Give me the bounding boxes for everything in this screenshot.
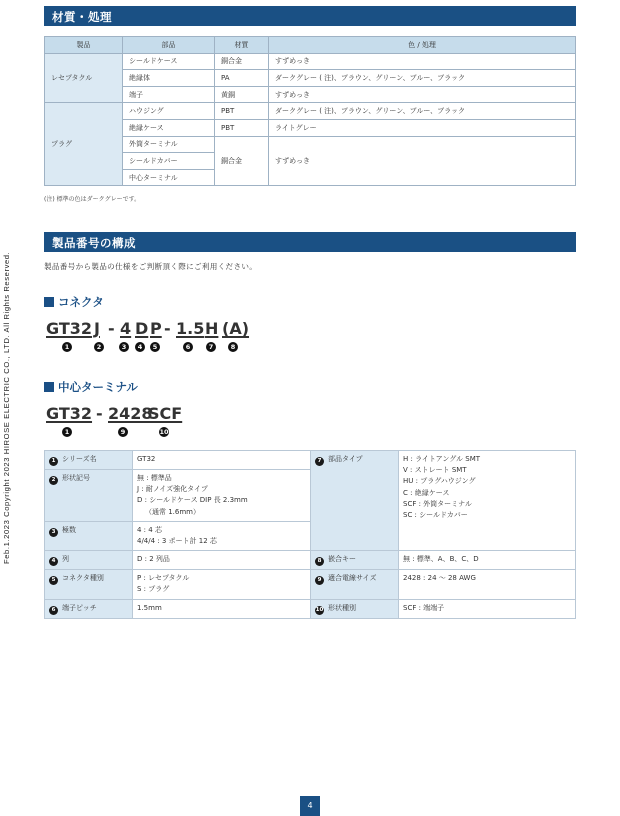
pn-type: P bbox=[150, 319, 162, 338]
code-value: GT32 bbox=[133, 451, 311, 470]
table-row bbox=[45, 551, 576, 570]
color-note: (注) 標準の色はダークグレーです。 bbox=[44, 196, 141, 203]
square-bullet-icon bbox=[44, 297, 54, 307]
table-row bbox=[45, 570, 576, 599]
table-row bbox=[45, 86, 576, 103]
index-marker: 7 bbox=[206, 342, 216, 352]
index-marker: 2 bbox=[94, 342, 104, 352]
code-value: 無 : 標準品 J : 耐ノイズ強化タイプ D : シールドケース DIP 長 2.3mm （通常 1.6mm） bbox=[133, 470, 311, 522]
cell-material-shared: 銅合金 bbox=[215, 136, 269, 186]
section-title-part-number: 製品番号の構成 bbox=[44, 232, 576, 252]
cell-finish: ダークグレー ( 注)、ブラウン、グリーン、ブルー、ブラック bbox=[269, 103, 576, 120]
cell-finish: すずめっき bbox=[269, 53, 576, 70]
intro-text: 製品番号から製品の仕様をご判断頂く際にご利用ください。 bbox=[44, 262, 258, 271]
code-label: 3 極数 bbox=[45, 521, 133, 550]
code-label: 4 列 bbox=[45, 551, 133, 570]
code-value: 1.5mm bbox=[133, 599, 311, 618]
cell-finish: すずめっき bbox=[269, 86, 576, 103]
pn-dash: - bbox=[108, 319, 115, 338]
pn-shape: J bbox=[94, 319, 100, 338]
cell-finish: ダークグレー ( 注)、ブラウン、グリーン、ブルー、ブラック bbox=[269, 70, 576, 87]
section-title-materials: 材質・処理 bbox=[44, 6, 576, 26]
pn-pitch: 1.5 bbox=[176, 319, 205, 338]
code-label: 10 形状種別 bbox=[311, 599, 399, 618]
pn-key: (A) bbox=[222, 319, 250, 338]
header-material: 材質 bbox=[215, 37, 269, 54]
connector-heading bbox=[44, 294, 104, 310]
index-marker: 4 bbox=[135, 342, 145, 352]
code-definition-table bbox=[44, 450, 576, 619]
code-label: 8 嵌合キー bbox=[311, 551, 399, 570]
cell-part: 絶縁体 bbox=[123, 70, 215, 87]
pn-series: GT32 bbox=[46, 404, 93, 423]
cell-material: PBT bbox=[215, 103, 269, 120]
pn-part-type: H bbox=[205, 319, 219, 338]
index-marker: 3 bbox=[119, 342, 129, 352]
index-marker: 9 bbox=[118, 427, 128, 437]
pn-series: GT32 bbox=[46, 319, 93, 338]
center-terminal-heading bbox=[44, 379, 138, 395]
cell-part: 端子 bbox=[123, 86, 215, 103]
index-marker: 5 bbox=[150, 342, 160, 352]
pn-dash: - bbox=[96, 404, 103, 423]
code-label: 9 適合電線サイズ bbox=[311, 570, 399, 599]
cell-material: PBT bbox=[215, 119, 269, 136]
cell-finish-shared: すずめっき bbox=[269, 136, 576, 186]
index-marker: 6 bbox=[183, 342, 193, 352]
pn-poles: 4 bbox=[120, 319, 132, 338]
index-marker: 10 bbox=[159, 428, 169, 436]
table-row bbox=[45, 136, 576, 153]
table-row bbox=[45, 70, 576, 87]
index-marker: 1 bbox=[62, 342, 72, 352]
cell-part: 絶縁ケース bbox=[123, 119, 215, 136]
code-label: 6 端子ピッチ bbox=[45, 599, 133, 618]
cell-part: 外筒ターミナル bbox=[123, 136, 215, 153]
header-finish: 色 / 処理 bbox=[269, 37, 576, 54]
index-marker: 8 bbox=[228, 342, 238, 352]
code-value: 無 : 標準、A、B、C、D bbox=[399, 551, 576, 570]
table-row bbox=[45, 103, 576, 120]
materials-table bbox=[44, 36, 576, 186]
code-label: 5 コネクタ種別 bbox=[45, 570, 133, 599]
code-value: D : 2 列品 bbox=[133, 551, 311, 570]
table-row bbox=[45, 53, 576, 70]
group-receptacle: レセプタクル bbox=[45, 53, 123, 103]
cell-material: 黄銅 bbox=[215, 86, 269, 103]
index-marker: 1 bbox=[62, 427, 72, 437]
cell-part: シールドカバー bbox=[123, 153, 215, 170]
cell-material: 銅合金 bbox=[215, 53, 269, 70]
table-row bbox=[45, 119, 576, 136]
cell-part: シールドケース bbox=[123, 53, 215, 70]
code-value: 2428 : 24 ～ 28 AWG bbox=[399, 570, 576, 599]
page-number: 4 bbox=[300, 796, 320, 816]
pn-shape-type: SCF bbox=[148, 404, 183, 423]
pn-dash: - bbox=[164, 319, 171, 338]
table-header-row bbox=[45, 37, 576, 54]
pn-wire-size: 2428 bbox=[108, 404, 153, 423]
pn-rows: D bbox=[135, 319, 149, 338]
cell-finish: ライトグレー bbox=[269, 119, 576, 136]
code-label: 1 シリーズ名 bbox=[45, 451, 133, 470]
code-value: 4 : 4 芯 4/4/4 : 3 ポート計 12 芯 bbox=[133, 521, 311, 550]
header-product: 製品 bbox=[45, 37, 123, 54]
cell-material: PA bbox=[215, 70, 269, 87]
center-terminal-heading-label: 中心ターミナル bbox=[58, 380, 138, 394]
connector-heading-label: コネクタ bbox=[58, 295, 104, 309]
square-bullet-icon bbox=[44, 382, 54, 392]
code-label: 7 部品タイプ bbox=[311, 451, 399, 551]
table-row bbox=[45, 599, 576, 618]
code-label: 2 形状記号 bbox=[45, 470, 133, 522]
code-value: H : ライトアングル SMT V : ストレート SMT HU : プラグハウジング C : 絶縁ケース SCF : 外筒ターミナル SC : シールドカバー bbox=[399, 451, 576, 551]
table-row bbox=[45, 451, 576, 470]
copyright-sidebar: Feb.1.2023 Copyright 2023 HIROSE ELECTRIC CO., LTD. All Rights Reserved. bbox=[2, 251, 11, 564]
cell-part: ハウジング bbox=[123, 103, 215, 120]
header-part: 部品 bbox=[123, 37, 215, 54]
group-plug: プラグ bbox=[45, 103, 123, 186]
cell-part: 中心ターミナル bbox=[123, 169, 215, 186]
code-value: P : レセプタクル S : プラグ bbox=[133, 570, 311, 599]
code-value: SCF : 端端子 bbox=[399, 599, 576, 618]
